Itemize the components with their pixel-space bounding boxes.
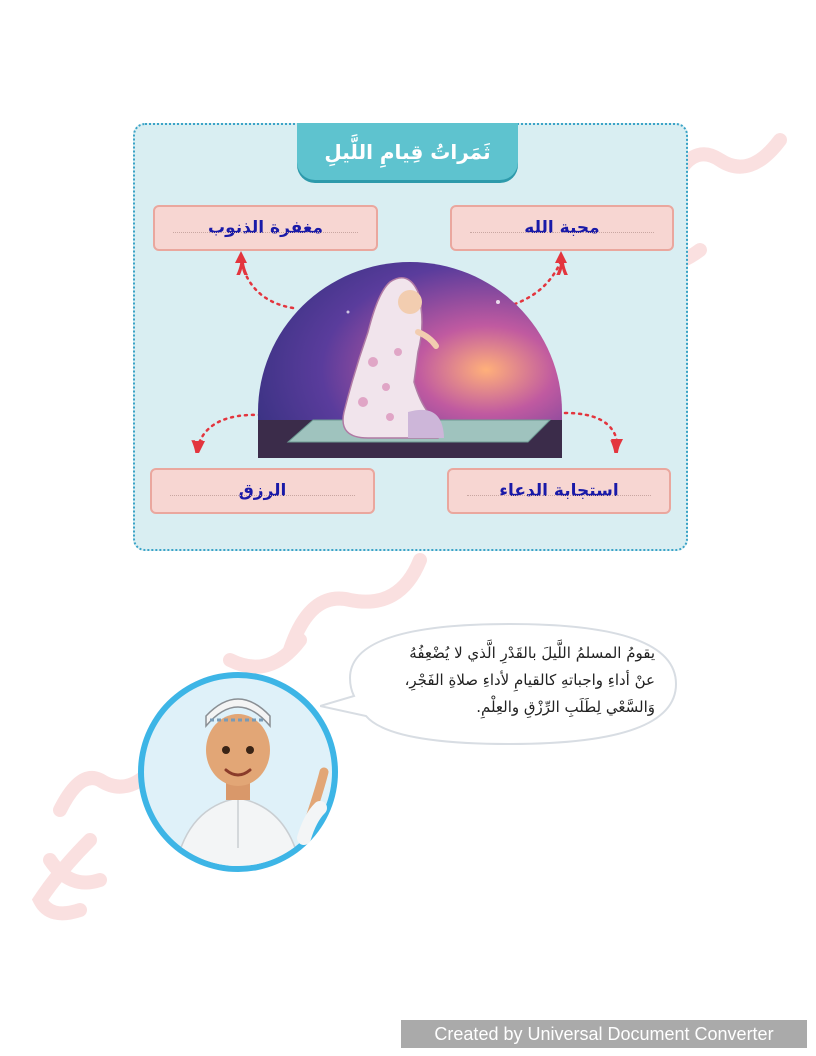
number-bottom-right: ٧ [610, 434, 623, 458]
answer-text: محبة الله [524, 218, 600, 238]
number-bottom-left: ٧ [191, 434, 204, 458]
arrow-bottom-left [199, 415, 261, 443]
answer-box-top-right[interactable] [450, 205, 674, 251]
dotted-line [467, 495, 651, 496]
number-top-left: ٨ [236, 256, 249, 280]
praying-woman-illustration [258, 262, 562, 458]
boy-avatar [134, 668, 342, 876]
card-title: ثَمَراتُ قِيامِ اللَّيلِ [297, 123, 518, 180]
answer-box-top-left[interactable] [153, 205, 378, 251]
answer-box-bottom-right[interactable] [447, 468, 671, 514]
speech-line: عنْ أداءِ واجباتهِ كالقيامِ لأداءِ صلاةِ الفَجْرِ، [404, 671, 655, 689]
speech-text [365, 640, 655, 721]
converter-footer: Created by Universal Document Converter [401, 1020, 807, 1048]
speech-line: وَالسَّعْي لِطَلَبِ الرِّزْقِ والعِلْمِ. [476, 698, 655, 716]
speech-line: يقومُ المسلمُ اللَّيلَ بالقَدْرِ الَّذي لا يُضْعِفُهُ [409, 644, 655, 662]
number-top-right: ٨ [556, 256, 569, 280]
dotted-line [170, 495, 355, 496]
answer-text: الرزق [238, 481, 287, 501]
dotted-line [470, 232, 654, 233]
answer-text: مغفرة الذنوب [207, 218, 324, 238]
dotted-line [173, 232, 358, 233]
answer-box-bottom-left[interactable] [150, 468, 375, 514]
answer-text: استجابة الدعاء [499, 481, 619, 501]
